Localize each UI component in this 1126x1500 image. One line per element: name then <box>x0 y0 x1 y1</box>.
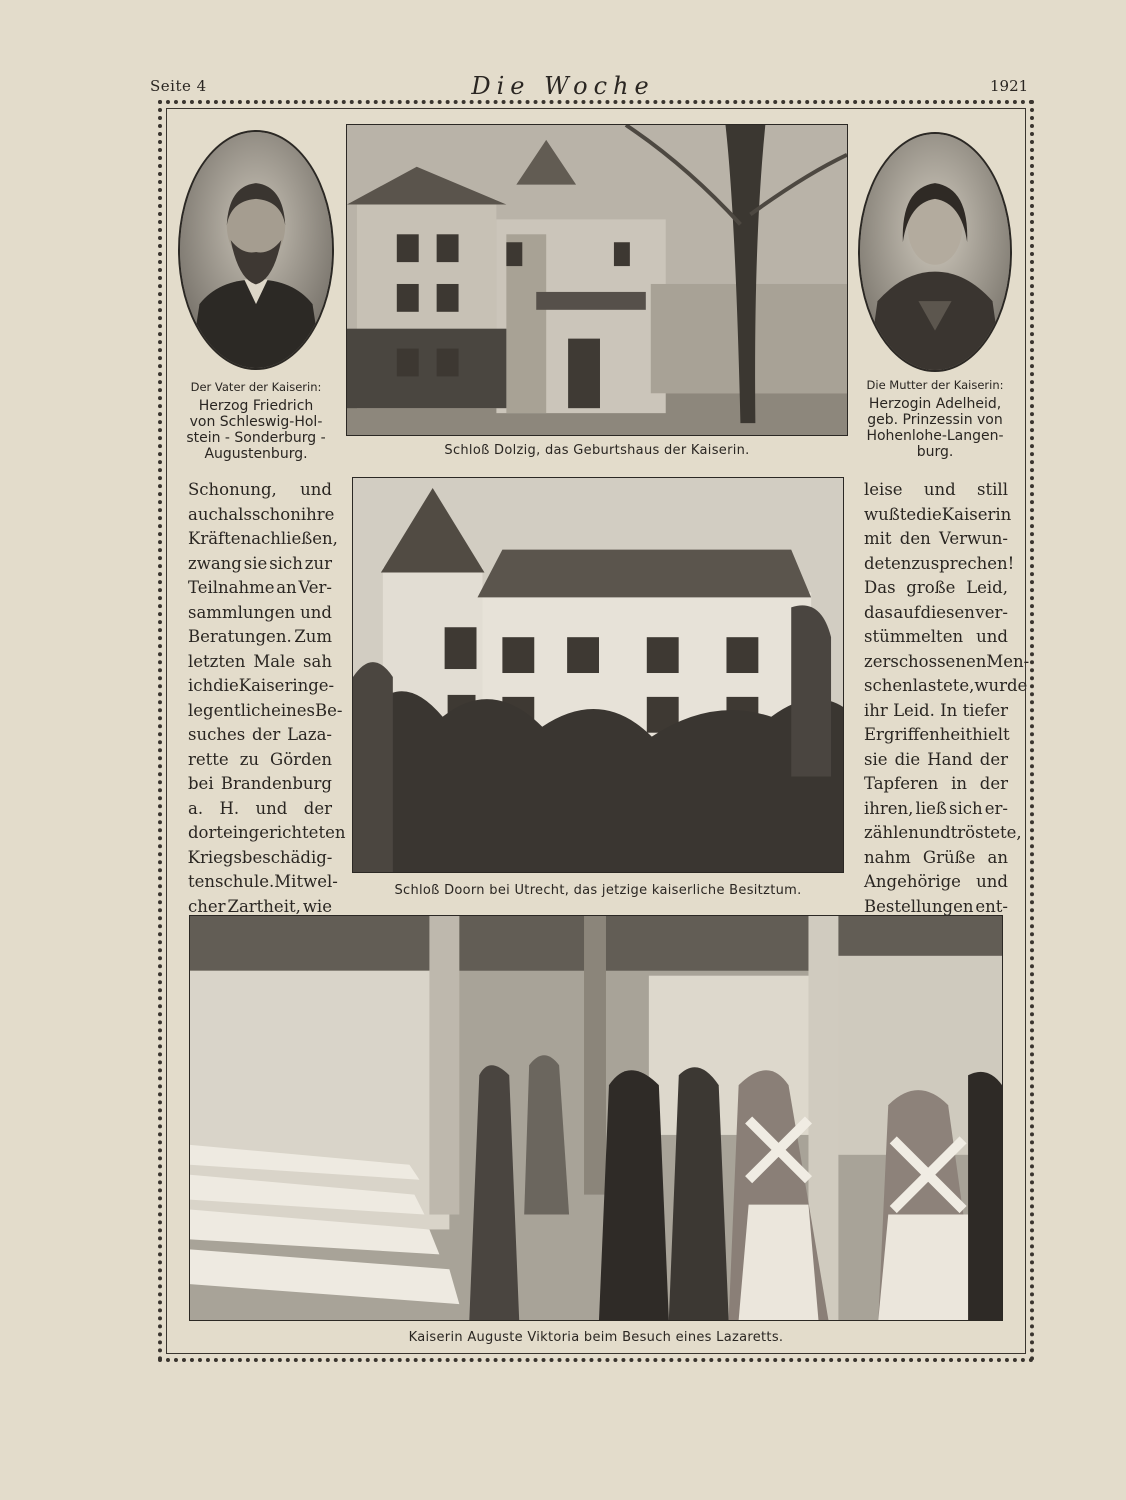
photo-schloss-dolzig <box>346 124 848 436</box>
text-line: zwang sie sich zur <box>188 553 332 573</box>
text-line: cher Zartheit, wie <box>188 896 332 916</box>
text-line: Teilnahme an Ver- <box>188 578 332 597</box>
text-line: dort eingerichteten <box>188 823 346 842</box>
text-line: letzten Male sah <box>188 651 332 671</box>
text-line: zählen und tröstete, <box>864 823 1022 842</box>
text-line: rette zu Görden <box>188 749 332 769</box>
text-line: leise und still <box>864 480 1008 499</box>
text-line: mit den Verwun- <box>864 529 1008 548</box>
mother-portrait <box>858 132 1012 372</box>
text-line: a. H. und der <box>188 798 332 818</box>
text-line: bei Brandenburg <box>188 774 332 793</box>
text-line: Das große Leid, <box>864 578 1008 597</box>
text-line: Beratungen. Zum <box>188 627 332 646</box>
text-line: Kräfte nachließen, <box>188 529 338 548</box>
text-line: tenschule. Mit wel- <box>188 872 338 891</box>
father-caption-line: stein - Sonderburg - <box>186 430 326 446</box>
text-line: ihren, ließ sich er- <box>864 798 1008 818</box>
father-portrait <box>178 130 334 370</box>
father-caption-line: Herzog Friedrich <box>198 398 314 414</box>
father-caption-line: Augustenburg. <box>204 446 308 462</box>
caption-doorn: Schloß Doorn bei Utrecht, das jetzige kaiserliche Besitztum. <box>394 883 802 898</box>
text-line: schen lastete, wurde <box>864 676 1028 695</box>
text-line: ich die Kaiserin ge- <box>188 676 335 695</box>
text-line: ihr Leid. In tiefer <box>864 700 1008 720</box>
text-line: nahm Grüße an <box>864 847 1008 867</box>
text-line: Schonung, und <box>188 480 332 499</box>
text-line: sammlungen und <box>188 602 332 622</box>
text-line: das auf diesen ver- <box>864 602 1008 622</box>
page-label: Seite 4 <box>150 77 207 95</box>
mother-caption-line: burg. <box>916 444 954 460</box>
mother-caption <box>852 396 1018 460</box>
text-line: Tapferen in der <box>864 774 1008 793</box>
text-line: suches der Laza- <box>188 725 332 744</box>
text-line: legentlich eines Be- <box>188 700 343 720</box>
text-line: Bestellungen ent- <box>864 896 1008 916</box>
text-line: zerschossenen Men- <box>864 651 1030 671</box>
text-line: Angehörige und <box>864 872 1008 891</box>
text-line: stümmelten und <box>864 627 1008 646</box>
caption-lazarett: Kaiserin Auguste Viktoria beim Besuch eines Lazaretts. <box>408 1330 784 1345</box>
mother-caption-line: geb. Prinzessin von <box>867 412 1003 428</box>
father-caption-title: Der Vater der Kaiserin: <box>190 380 322 394</box>
father-caption-line: von Schleswig-Hol- <box>189 414 323 430</box>
caption-dolzig: Schloß Dolzig, das Geburtshaus der Kaiserin. <box>444 443 750 458</box>
text-line: sie die Hand der <box>864 749 1008 769</box>
father-caption <box>170 398 342 462</box>
magazine-title: Die Woche <box>471 72 655 100</box>
issue-number: 1921 <box>990 77 1029 95</box>
text-line: Kriegsbeschädig- <box>187 847 333 867</box>
text-line: deten zu sprechen! <box>864 553 1015 573</box>
text-line: wußte die Kaiserin <box>864 504 1012 524</box>
left-text-column <box>187 478 346 919</box>
text-line: auch als schon ihre <box>188 504 335 524</box>
mother-caption-line: Hohenlohe-Langen- <box>866 428 1004 444</box>
text-line: Ergriffenheit hielt <box>864 725 1010 744</box>
mother-caption-line: Herzogin Adelheid, <box>868 396 1002 412</box>
photo-schloss-doorn <box>352 477 844 873</box>
photo-lazarett-visit <box>189 915 1003 1321</box>
mother-caption-title: Die Mutter der Kaiserin: <box>866 378 1004 392</box>
right-text-column <box>864 478 1030 919</box>
